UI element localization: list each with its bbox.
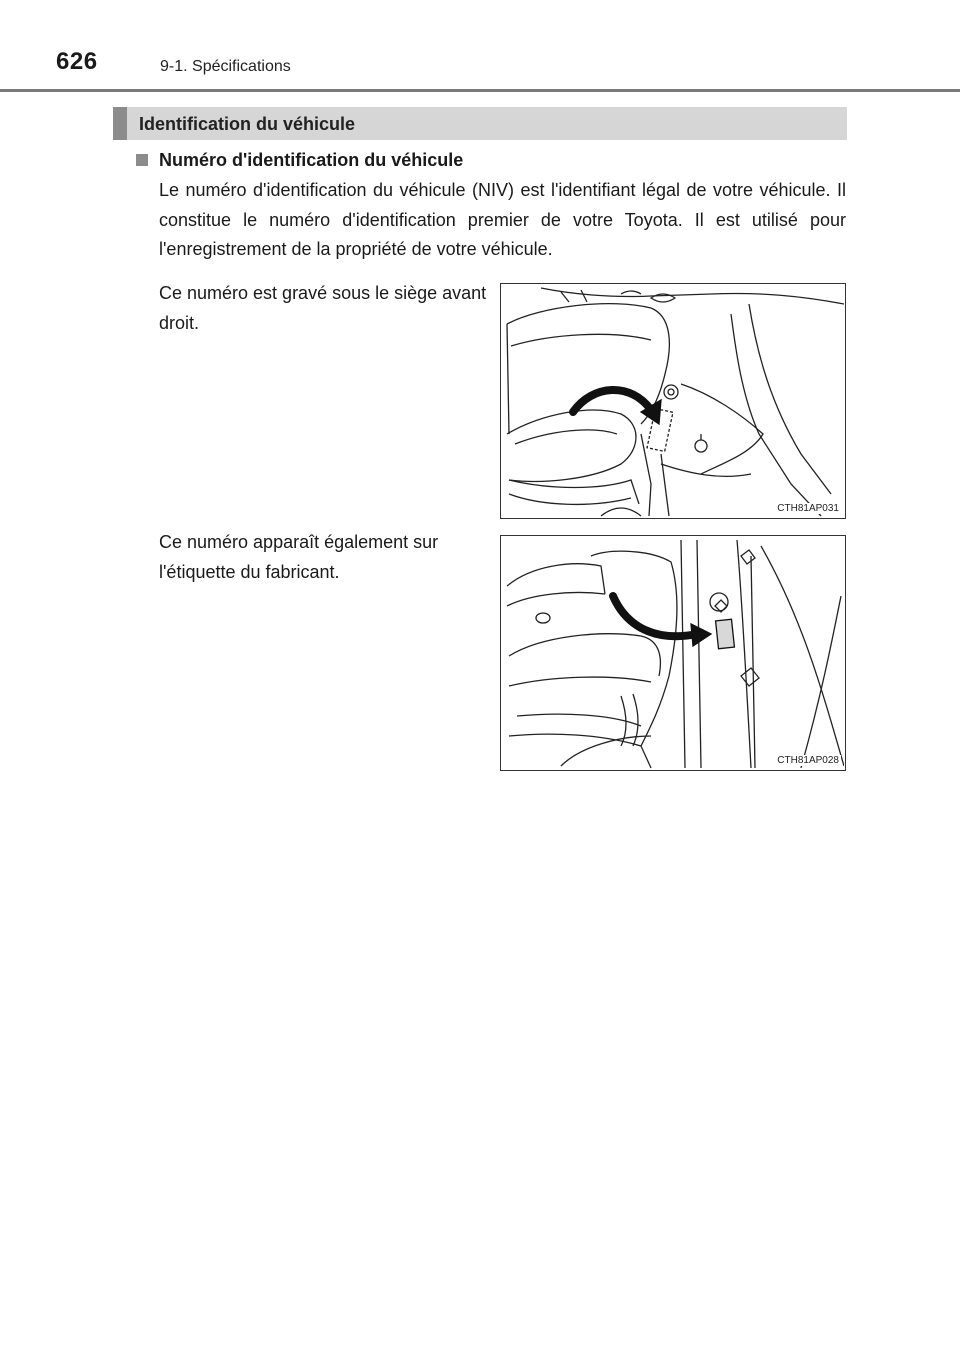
header-rule bbox=[0, 89, 960, 92]
label-vin-illustration bbox=[500, 535, 846, 771]
section-accent bbox=[113, 107, 127, 140]
section-title: Identification du véhicule bbox=[139, 114, 356, 134]
figure-code: CTH81AP031 bbox=[777, 503, 839, 514]
subsection-heading bbox=[136, 150, 463, 171]
door-pillar-line-drawing bbox=[501, 536, 844, 769]
square-bullet-icon bbox=[136, 154, 148, 166]
section-heading-bar bbox=[113, 107, 847, 140]
subsection-title: Numéro d'identification du véhicule bbox=[159, 150, 464, 170]
seat-vin-illustration bbox=[500, 283, 846, 519]
label-location-paragraph: Ce numéro apparaît également sur l'étiquette du fabricant. bbox=[159, 532, 439, 582]
figure-code: CTH81AP028 bbox=[777, 755, 839, 766]
page-number: 626 bbox=[56, 48, 98, 75]
intro-paragraph: Le numéro d'identification du véhicule (NIV) est l'identifiant légal de votre véhicule. Il constitue le numéro d'identification premier de votre Toyota. Il est utilisé pour l'enregistrement de la propriété de votre véhicule. bbox=[159, 180, 846, 259]
seat-location-paragraph: Ce numéro est gravé sous le siège avant droit. bbox=[159, 283, 487, 333]
seat-line-drawing bbox=[501, 284, 844, 517]
running-header: 9-1. Spécifications bbox=[160, 58, 291, 75]
